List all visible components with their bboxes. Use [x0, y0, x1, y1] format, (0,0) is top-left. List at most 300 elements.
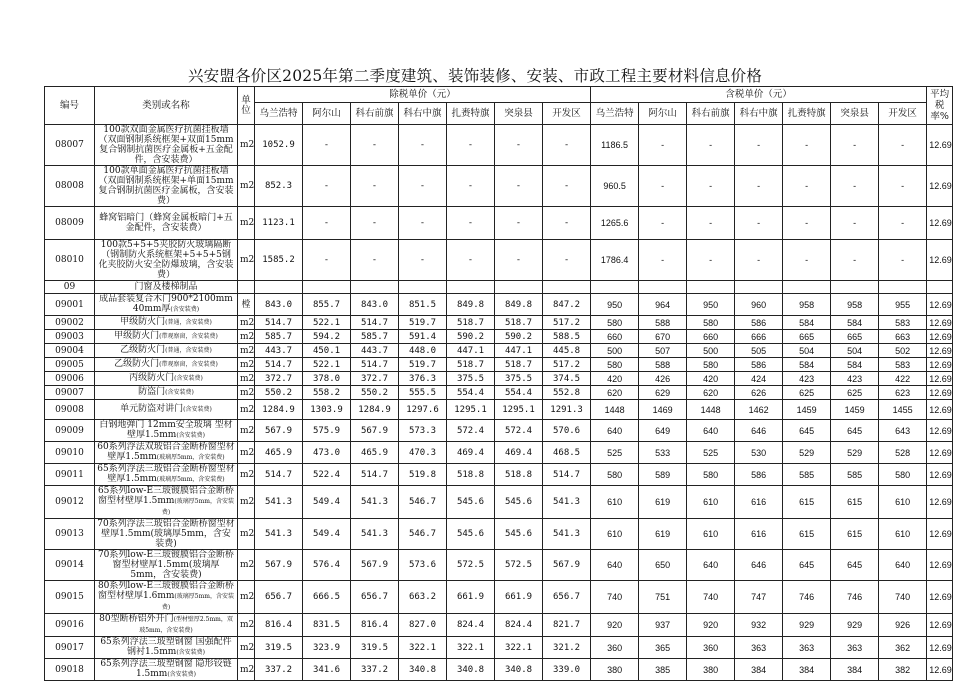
- pre-tax-price: 666.5: [303, 581, 351, 614]
- post-tax-price: 932: [735, 614, 783, 637]
- empty-cell: [879, 281, 927, 294]
- pre-tax-price: 473.0: [303, 442, 351, 464]
- item-code: 09005: [45, 358, 95, 372]
- table-row: [45, 358, 953, 372]
- post-tax-price: 507: [639, 344, 687, 358]
- pre-tax-price: -: [447, 240, 495, 281]
- post-tax-price: 960.5: [591, 166, 639, 207]
- post-tax-price: 586: [735, 316, 783, 330]
- post-tax-price: 384: [735, 659, 783, 681]
- post-tax-price: 1186.5: [591, 125, 639, 166]
- post-tax-price: -: [879, 125, 927, 166]
- item-code: 09013: [45, 519, 95, 550]
- item-name-cell: [95, 464, 238, 486]
- item-name: 乙级防火门: [120, 345, 166, 355]
- pre-tax-price: 816.4: [351, 614, 399, 637]
- post-tax-price: 525: [591, 442, 639, 464]
- post-tax-price: 588: [639, 316, 687, 330]
- item-code: 09015: [45, 581, 95, 614]
- item-code: 09018: [45, 659, 95, 681]
- post-tax-price: 920: [687, 614, 735, 637]
- item-name-note: (含安装费): [170, 306, 200, 313]
- post-tax-price: 740: [879, 581, 927, 614]
- section-name: 门窗及楼梯制品: [95, 281, 238, 294]
- post-tax-price: 645: [783, 420, 831, 442]
- item-name: 丙级防火门: [129, 373, 175, 383]
- pre-tax-price: 340.8: [399, 659, 447, 681]
- post-tax-price: 584: [783, 358, 831, 372]
- post-tax-price: 616: [735, 486, 783, 519]
- pre-tax-price: 468.5: [543, 442, 591, 464]
- post-tax-price: 640: [591, 550, 639, 581]
- pre-tax-price: 519.7: [399, 358, 447, 372]
- pre-tax-price: 337.2: [351, 659, 399, 681]
- post-tax-price: 660: [687, 330, 735, 344]
- item-name-note: (玻璃厚5mm，含安装费): [156, 454, 225, 461]
- post-tax-price: -: [783, 207, 831, 240]
- item-name-note: (普通，含安装费): [165, 319, 212, 326]
- item-name-note: (玻璃厚5mm，含安装费): [161, 498, 234, 516]
- item-name: 70系列浮法三玻铝合金断桥窗型材壁厚1.5mm(玻璃厚5mm，含安装费): [97, 519, 235, 549]
- item-code: 09012: [45, 486, 95, 519]
- header-post-region: 科右前旗: [687, 103, 735, 125]
- post-tax-price: 926: [879, 614, 927, 637]
- empty-cell: [351, 281, 399, 294]
- table-row: [45, 207, 953, 240]
- item-unit: m2: [238, 316, 255, 330]
- item-unit: m2: [238, 344, 255, 358]
- item-name: 65系列浮法三玻塑钢窗 隐形铰链1.5mm: [100, 659, 232, 679]
- pre-tax-price: 372.7: [255, 372, 303, 386]
- pre-tax-price: 450.1: [303, 344, 351, 358]
- pre-tax-price: -: [543, 240, 591, 281]
- post-tax-price: 580: [591, 464, 639, 486]
- empty-cell: [783, 281, 831, 294]
- item-unit: m2: [238, 464, 255, 486]
- table-row: [45, 330, 953, 344]
- post-tax-price: 960: [735, 294, 783, 316]
- item-code: 09002: [45, 316, 95, 330]
- header-post-region: 阿尔山: [639, 103, 687, 125]
- post-tax-price: 625: [783, 386, 831, 400]
- pre-tax-price: 522.1: [303, 316, 351, 330]
- post-tax-price: 385: [639, 659, 687, 681]
- pre-tax-price: 572.4: [447, 420, 495, 442]
- pre-tax-price: 847.2: [543, 294, 591, 316]
- pre-tax-price: 591.4: [399, 330, 447, 344]
- pre-tax-price: -: [399, 125, 447, 166]
- tax-rate: 12.69: [927, 330, 953, 344]
- tax-rate: 12.69: [927, 637, 953, 659]
- pre-tax-price: 322.1: [447, 637, 495, 659]
- pre-tax-price: 519.8: [399, 464, 447, 486]
- post-tax-price: 1459: [831, 400, 879, 420]
- header-name: 类别或名称: [95, 87, 238, 125]
- post-tax-price: -: [735, 207, 783, 240]
- post-tax-price: 964: [639, 294, 687, 316]
- pre-tax-price: 572.4: [495, 420, 543, 442]
- pre-tax-price: 448.0: [399, 344, 447, 358]
- pre-tax-price: 337.2: [255, 659, 303, 681]
- post-tax-price: 1265.6: [591, 207, 639, 240]
- post-tax-price: 645: [783, 550, 831, 581]
- post-tax-price: 615: [831, 486, 879, 519]
- item-name-cell: [95, 614, 238, 637]
- pre-tax-price: 656.7: [543, 581, 591, 614]
- post-tax-price: 360: [687, 637, 735, 659]
- table-row: [45, 519, 953, 550]
- post-tax-price: 363: [831, 637, 879, 659]
- empty-cell: [399, 281, 447, 294]
- post-tax-price: 643: [879, 420, 927, 442]
- pre-tax-price: 545.6: [495, 486, 543, 519]
- post-tax-price: 1448: [687, 400, 735, 420]
- table-body: [45, 125, 953, 681]
- pre-tax-price: -: [351, 166, 399, 207]
- empty-cell: [255, 281, 303, 294]
- item-unit: m2: [238, 372, 255, 386]
- pre-tax-price: 372.7: [351, 372, 399, 386]
- post-tax-price: 586: [735, 358, 783, 372]
- item-code: 09017: [45, 637, 95, 659]
- header-post-region: 乌兰浩特: [591, 103, 639, 125]
- pre-tax-price: 573.3: [399, 420, 447, 442]
- header-code: 编号: [45, 87, 95, 125]
- pre-tax-price: 567.9: [543, 550, 591, 581]
- post-tax-price: -: [639, 125, 687, 166]
- pre-tax-price: 1295.1: [447, 400, 495, 420]
- pre-tax-price: 514.7: [255, 358, 303, 372]
- item-name: 100款单面金属医疗抗菌挂板墙（双面钢制系统框架+单面15mm复合钢制抗菌医疗金属板，含安装费）: [98, 166, 234, 206]
- pre-tax-price: -: [399, 240, 447, 281]
- tax-rate: 12.69: [927, 486, 953, 519]
- pre-tax-price: 443.7: [255, 344, 303, 358]
- empty-cell: [495, 281, 543, 294]
- pre-tax-price: 447.1: [447, 344, 495, 358]
- pre-tax-price: 573.6: [399, 550, 447, 581]
- table-row: [45, 400, 953, 420]
- pre-tax-price: 855.7: [303, 294, 351, 316]
- item-code: 08010: [45, 240, 95, 281]
- post-tax-price: 670: [639, 330, 687, 344]
- item-name-cell: [95, 316, 238, 330]
- item-name: 甲级防火门: [114, 331, 160, 341]
- pre-tax-price: 518.8: [447, 464, 495, 486]
- item-unit: m2: [238, 207, 255, 240]
- pre-tax-price: 541.3: [543, 519, 591, 550]
- pre-tax-price: 375.5: [495, 372, 543, 386]
- post-tax-price: 528: [879, 442, 927, 464]
- table-row: [45, 240, 953, 281]
- table-row: [45, 386, 953, 400]
- item-name-cell: [95, 386, 238, 400]
- tax-rate: 12.69: [927, 294, 953, 316]
- pre-tax-price: 1297.6: [399, 400, 447, 420]
- pre-tax-price: 555.5: [399, 386, 447, 400]
- post-tax-price: 583: [879, 358, 927, 372]
- pre-tax-price: 1052.9: [255, 125, 303, 166]
- item-name-cell: [95, 294, 242, 316]
- empty-cell: [303, 281, 351, 294]
- pre-tax-price: 554.4: [447, 386, 495, 400]
- pre-tax-price: -: [303, 207, 351, 240]
- pre-tax-price: 514.7: [255, 464, 303, 486]
- pre-tax-price: 572.5: [495, 550, 543, 581]
- post-tax-price: 584: [783, 316, 831, 330]
- post-tax-price: -: [687, 240, 735, 281]
- post-tax-price: 1469: [639, 400, 687, 420]
- post-tax-price: 1786.4: [591, 240, 639, 281]
- pre-tax-price: 322.1: [399, 637, 447, 659]
- pre-tax-price: 465.9: [255, 442, 303, 464]
- pre-tax-price: -: [399, 207, 447, 240]
- item-unit: m2: [238, 486, 255, 519]
- header-post-region: 扎赉特旗: [783, 103, 831, 125]
- post-tax-price: 580: [687, 316, 735, 330]
- item-name: 白钢地弹门 12mm安全玻璃 型材壁厚1.5mm: [99, 420, 233, 440]
- tax-rate: 12.69: [927, 400, 953, 420]
- post-tax-price: 1455: [879, 400, 927, 420]
- item-name-note: (玻璃厚5mm，含安装费): [156, 476, 225, 483]
- item-unit: 樘: [238, 294, 255, 316]
- item-code: 09011: [45, 464, 95, 486]
- item-name: 单元防盗对讲门: [120, 404, 184, 414]
- header-rate: 平均税率%: [927, 87, 953, 125]
- post-tax-price: 746: [831, 581, 879, 614]
- post-tax-price: 615: [831, 519, 879, 550]
- pre-tax-price: 570.6: [543, 420, 591, 442]
- post-tax-price: 626: [735, 386, 783, 400]
- pre-tax-price: -: [447, 207, 495, 240]
- item-name-cell: [95, 125, 238, 166]
- item-name: 80系列low-E三玻镀膜铝合金断桥窗型材壁厚1.6mm: [97, 581, 235, 601]
- post-tax-price: 420: [591, 372, 639, 386]
- post-tax-price: 360: [591, 637, 639, 659]
- item-unit: m2: [238, 420, 255, 442]
- page-title: 兴安盟各价区2025年第二季度建筑、装饰装修、安装、市政工程主要材料信息价格: [187, 67, 763, 85]
- item-name: 成品套装复合木门900*2100mm 40mm厚: [99, 294, 242, 314]
- post-tax-price: 423: [783, 372, 831, 386]
- post-tax-price: 585: [831, 464, 879, 486]
- item-name-note: (含安装费): [165, 389, 194, 396]
- post-tax-price: 610: [879, 519, 927, 550]
- item-name-cell: [95, 659, 238, 681]
- item-name-cell: [95, 330, 238, 344]
- post-tax-price: -: [735, 125, 783, 166]
- item-name-cell: [95, 344, 238, 358]
- item-name: 100款5+5+5夹胶防火玻璃隔断（钢制防火系统框架+5+5+5钢化夹胶防火安全防爆玻璃，含安装费）: [98, 240, 234, 280]
- item-unit: m2: [238, 400, 255, 420]
- post-tax-price: 616: [735, 519, 783, 550]
- post-tax-price: 363: [735, 637, 783, 659]
- pre-tax-price: 576.4: [303, 550, 351, 581]
- pre-tax-price: 1295.1: [495, 400, 543, 420]
- pre-tax-price: 339.0: [543, 659, 591, 681]
- table-row: [45, 614, 953, 637]
- post-tax-price: 380: [591, 659, 639, 681]
- pre-tax-price: 323.9: [303, 637, 351, 659]
- table-row: [45, 550, 953, 581]
- pre-tax-price: 824.4: [495, 614, 543, 637]
- item-name: 65系列浮法三玻塑钢窗 国强配件 钢衬1.5mm: [100, 637, 232, 657]
- post-tax-price: 580: [687, 358, 735, 372]
- item-name: 蜂窝铝暗门（蜂窝金属板暗门+五金配件，含安装费）: [99, 213, 233, 233]
- pre-tax-price: 567.9: [351, 420, 399, 442]
- pre-tax-price: 376.3: [399, 372, 447, 386]
- post-tax-price: 610: [687, 486, 735, 519]
- post-tax-price: 504: [831, 344, 879, 358]
- pre-tax-price: -: [351, 207, 399, 240]
- item-unit: m2: [238, 637, 255, 659]
- pre-tax-price: 1123.1: [255, 207, 303, 240]
- post-tax-price: -: [783, 166, 831, 207]
- pre-tax-price: 546.7: [399, 486, 447, 519]
- header-unit: 单位: [238, 87, 255, 125]
- post-tax-price: 529: [831, 442, 879, 464]
- item-name: 65系列浮法三玻铝合金断桥窗型材壁厚1.5mm: [97, 464, 235, 484]
- table-row: [45, 344, 953, 358]
- tax-rate: 12.69: [927, 550, 953, 581]
- item-code: 09004: [45, 344, 95, 358]
- pre-tax-price: 541.3: [351, 486, 399, 519]
- pre-tax-price: 378.0: [303, 372, 351, 386]
- post-tax-price: -: [639, 207, 687, 240]
- empty-cell: [639, 281, 687, 294]
- post-tax-price: -: [687, 166, 735, 207]
- pre-tax-price: 518.7: [447, 358, 495, 372]
- tax-rate: 12.69: [927, 386, 953, 400]
- header-post-region: 突泉县: [831, 103, 879, 125]
- pre-tax-price: 541.3: [255, 519, 303, 550]
- pre-tax-price: -: [543, 207, 591, 240]
- pre-tax-price: 1303.9: [303, 400, 351, 420]
- pre-tax-price: 465.9: [351, 442, 399, 464]
- pre-tax-price: 322.1: [495, 637, 543, 659]
- pre-tax-price: -: [543, 166, 591, 207]
- tax-rate: 12.69: [927, 358, 953, 372]
- table-row: [45, 637, 953, 659]
- post-tax-price: 504: [783, 344, 831, 358]
- pre-tax-price: -: [303, 240, 351, 281]
- tax-rate: 12.69: [927, 519, 953, 550]
- post-tax-price: -: [639, 240, 687, 281]
- item-name: 100款双面金属医疗抗菌挂板墙（双面钢制系统框架+双面15mm复合钢制抗菌医疗金属板+五金配件，含安装费）: [98, 125, 234, 165]
- post-tax-price: -: [831, 207, 879, 240]
- post-tax-price: 580: [687, 464, 735, 486]
- pre-tax-price: 1284.9: [351, 400, 399, 420]
- table-row: [45, 166, 953, 207]
- tax-rate: 12.69: [927, 659, 953, 681]
- post-tax-price: -: [879, 207, 927, 240]
- empty-cell: [831, 281, 879, 294]
- pre-tax-price: 469.4: [495, 442, 543, 464]
- header-pre-region: 阿尔山: [303, 103, 351, 125]
- header-pre-region: 开发区: [543, 103, 591, 125]
- post-tax-price: 640: [879, 550, 927, 581]
- post-tax-price: 645: [831, 420, 879, 442]
- post-tax-price: 505: [735, 344, 783, 358]
- pre-tax-price: 585.7: [351, 330, 399, 344]
- empty-cell: [735, 281, 783, 294]
- post-tax-price: 955: [879, 294, 927, 316]
- item-name-cell: [95, 358, 238, 372]
- post-tax-price: 640: [687, 550, 735, 581]
- post-tax-price: 423: [831, 372, 879, 386]
- pre-tax-price: -: [543, 125, 591, 166]
- table-row: [45, 372, 953, 386]
- table-row: [45, 464, 953, 486]
- post-tax-price: 640: [687, 420, 735, 442]
- post-tax-price: 666: [735, 330, 783, 344]
- item-name-cell: [95, 637, 238, 659]
- post-tax-price: 585: [783, 464, 831, 486]
- pre-tax-price: 849.8: [447, 294, 495, 316]
- item-name: 60系列浮法双玻铝合金断桥窗型材壁厚1.5mm: [97, 442, 235, 462]
- item-code: 08007: [45, 125, 95, 166]
- post-tax-price: 746: [783, 581, 831, 614]
- post-tax-price: 665: [783, 330, 831, 344]
- post-tax-price: -: [639, 166, 687, 207]
- post-tax-price: 920: [591, 614, 639, 637]
- post-tax-price: 958: [831, 294, 879, 316]
- post-tax-price: 589: [639, 464, 687, 486]
- post-tax-price: -: [831, 240, 879, 281]
- post-tax-price: 525: [687, 442, 735, 464]
- pre-tax-price: 656.7: [255, 581, 303, 614]
- pre-tax-price: -: [495, 207, 543, 240]
- post-tax-price: 1448: [591, 400, 639, 420]
- item-code: 08009: [45, 207, 95, 240]
- post-tax-price: 580: [591, 358, 639, 372]
- pre-tax-price: 661.9: [495, 581, 543, 614]
- empty-cell: [927, 281, 953, 294]
- pre-tax-price: 1585.2: [255, 240, 303, 281]
- pre-tax-price: 843.0: [255, 294, 303, 316]
- post-tax-price: 619: [639, 486, 687, 519]
- tax-rate: 12.69: [927, 125, 953, 166]
- header-pre-tax-group: 除税单价（元）: [255, 87, 591, 103]
- item-name-note: (带观察窗，含安装费): [159, 333, 218, 340]
- item-name-cell: [95, 486, 238, 519]
- item-name: 甲级防火门: [120, 317, 166, 327]
- pre-tax-price: 522.4: [303, 464, 351, 486]
- pre-tax-price: 519.7: [399, 316, 447, 330]
- pre-tax-price: 851.5: [399, 294, 447, 316]
- pre-tax-price: 470.3: [399, 442, 447, 464]
- post-tax-price: 502: [879, 344, 927, 358]
- pre-tax-price: 554.4: [495, 386, 543, 400]
- item-name-note: (普通，含安装费): [165, 347, 212, 354]
- post-tax-price: 530: [735, 442, 783, 464]
- pre-tax-price: 469.4: [447, 442, 495, 464]
- post-tax-price: 929: [783, 614, 831, 637]
- post-tax-price: -: [783, 125, 831, 166]
- pre-tax-price: 590.2: [447, 330, 495, 344]
- pre-tax-price: 549.4: [303, 519, 351, 550]
- post-tax-price: -: [879, 166, 927, 207]
- pre-tax-price: -: [447, 125, 495, 166]
- post-tax-price: 610: [591, 519, 639, 550]
- tax-rate: 12.69: [927, 614, 953, 637]
- pre-tax-price: -: [399, 166, 447, 207]
- item-code: 09003: [45, 330, 95, 344]
- post-tax-price: 580: [879, 464, 927, 486]
- post-tax-price: 384: [831, 659, 879, 681]
- pre-tax-price: 514.7: [351, 358, 399, 372]
- post-tax-price: -: [831, 166, 879, 207]
- post-tax-price: 426: [639, 372, 687, 386]
- item-name-cell: [95, 420, 238, 442]
